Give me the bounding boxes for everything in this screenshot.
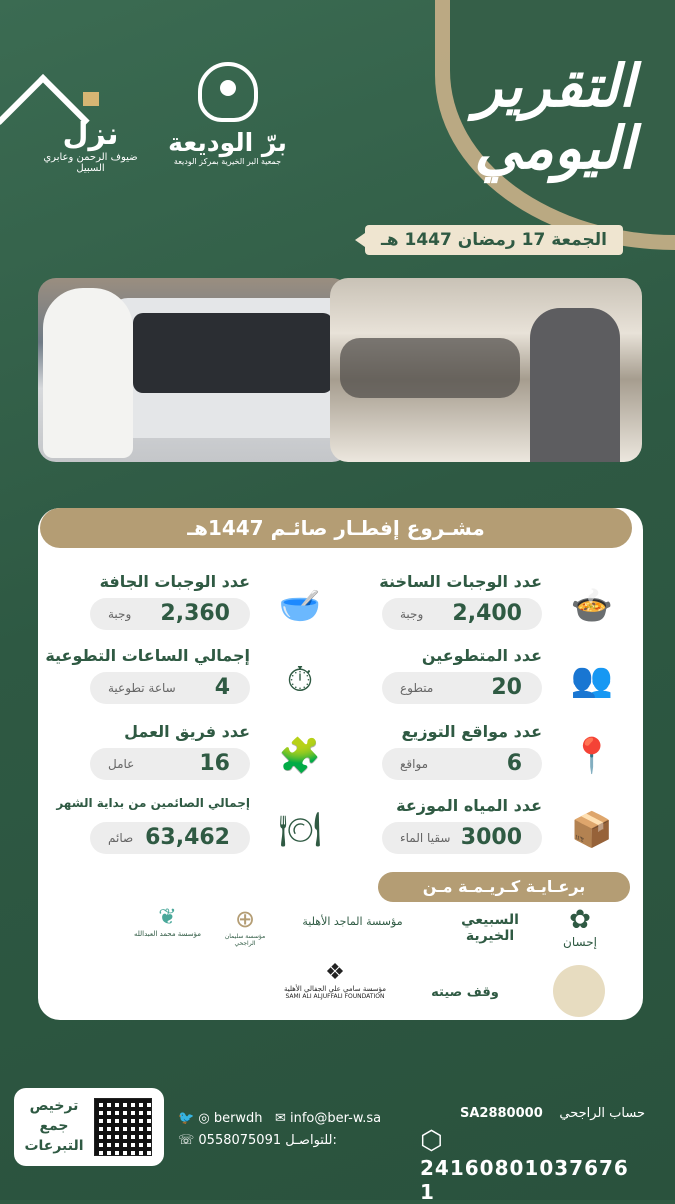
sponsor-waqf: [410, 985, 520, 1000]
contact-row-social: [178, 1108, 413, 1130]
stat-distribution-sites: [350, 722, 620, 792]
stat-value: 4: [214, 675, 230, 700]
bank-row: [420, 1106, 645, 1126]
title-line-1: التقرير: [474, 52, 635, 120]
water-box-icon: 📦: [570, 810, 614, 850]
stat-unit: وجبة: [400, 607, 424, 621]
account-row: [420, 1126, 645, 1204]
stat-total-fasting: [58, 796, 328, 866]
stat-unit: متطوع: [400, 681, 434, 695]
sponsor-seal-icon: [553, 965, 605, 1017]
volunteer-figure: [43, 288, 133, 458]
sponsor-rajhi: ⊕ مؤسسة سليمان الراجحي: [215, 905, 275, 947]
map-pin-icon: 📍: [570, 736, 614, 776]
volunteers-icon: 👥: [570, 660, 614, 700]
sponsor-juffali: ❖ مؤسسة سامي علي الجفالي الأهلية SAMI ALI ALJUFFALI FOUNDATION: [275, 960, 395, 1000]
stat-value: 3000: [460, 825, 522, 850]
stat-label: عدد الوجبات الجافة: [99, 572, 250, 591]
sponsor-majed: [290, 915, 415, 928]
stat-value-box: [90, 748, 250, 780]
twitter-icon: 🐦: [178, 1111, 195, 1126]
iban-prefix: SA2880000: [460, 1106, 543, 1121]
social-handle[interactable]: berwdh: [213, 1111, 263, 1126]
account-number: 24160801037676 1: [420, 1156, 629, 1204]
stat-value: 63,462: [145, 825, 230, 850]
stat-value-box: [382, 672, 542, 704]
stat-value-box: [90, 672, 250, 704]
stat-value-box: [90, 598, 250, 630]
alrajhi-logo-icon: ⬡: [420, 1126, 443, 1156]
instagram-icon: ◎: [198, 1111, 210, 1126]
car-window: [133, 313, 333, 393]
sponsor-ehsan: ✿ إحسان: [545, 905, 615, 949]
sponsor-name: إحسان: [563, 935, 597, 949]
nozol-name: نزل: [62, 117, 119, 152]
stat-unit: ساعة تطوعية: [108, 681, 176, 695]
donation-text: ترخيص جمع التبرعات: [24, 1098, 84, 1154]
bank-name: حساب الراجحي: [559, 1106, 645, 1121]
stat-label: عدد فريق العمل: [124, 722, 250, 741]
hours-icon: ⏱: [286, 660, 314, 700]
stat-value-box: [382, 598, 542, 630]
photo-waiting-hall: [330, 278, 642, 462]
project-title: مشـروع إفطـار صائـم 1447هـ: [40, 508, 632, 548]
wadea-name: برّ الوديعة: [168, 128, 287, 157]
stat-value: 16: [199, 751, 230, 776]
stat-label: عدد المتطوعين: [421, 646, 542, 665]
sponsor-abdullah: ❦ مؤسسة محمد العبدالله: [130, 905, 205, 938]
stat-label: عدد الوجبات الساخنة: [379, 572, 542, 591]
sponsor-subaie: [435, 912, 545, 944]
roof-icon: [35, 68, 147, 113]
stat-unit: سقيا الماء: [400, 831, 451, 845]
photo-car-distribution: [38, 278, 350, 462]
stat-unit: صائم: [108, 831, 134, 845]
dry-meal-icon: 🥣: [278, 586, 322, 626]
logo-ber-wadea: [165, 62, 290, 166]
stat-value: 6: [506, 751, 522, 776]
stat-hot-meals: [350, 572, 620, 642]
qr-code-icon[interactable]: [94, 1098, 152, 1156]
date-badge: [365, 225, 623, 255]
stat-work-team: [58, 722, 328, 792]
stat-unit: عامل: [108, 757, 135, 771]
stat-volunteers: [350, 646, 620, 716]
contact-info: [178, 1108, 413, 1152]
stat-dry-meals: [58, 572, 328, 642]
stat-label: عدد المياه الموزعة: [396, 796, 542, 815]
stat-value: 2,400: [452, 601, 522, 626]
whatsapp-icon: ☏: [178, 1133, 195, 1148]
sponsor-name: مؤسسة سامي علي الجفالي الأهلية: [283, 985, 387, 993]
stat-label: عدد مواقع التوزيع: [401, 722, 542, 741]
report-title: [365, 52, 635, 182]
sponsor-name: مؤسسة سليمان الراجحي: [224, 933, 266, 947]
sponsor-name: السبيعي الخيرية: [461, 912, 519, 944]
stat-volunteer-hours: [45, 646, 328, 716]
phone[interactable]: 0558075091: [198, 1133, 282, 1148]
stat-value-box: [382, 822, 542, 854]
stat-label: إجمالي الساعات التطوعية: [45, 646, 250, 665]
stat-value-box: [382, 748, 542, 780]
wadea-subtitle: جمعية البر الخيرية بمركز الوديعة: [173, 157, 282, 166]
stat-label: إجمالي الصائمين من بداية الشهر: [56, 796, 250, 810]
nozol-subtitle: ضيوف الرحمن وعابري السبيل: [43, 152, 138, 174]
wadea-mark-icon: [198, 62, 258, 122]
team-icon: 🧩: [278, 736, 322, 776]
phone-label: للتواصـل:: [285, 1133, 337, 1148]
sponsor-name: مؤسسة الماجد الأهلية: [302, 915, 403, 928]
email-icon: ✉: [274, 1111, 286, 1126]
house-icon: [83, 92, 99, 106]
logo-nozol: [28, 68, 153, 174]
stat-unit: وجبة: [108, 607, 132, 621]
stat-water: [350, 796, 620, 866]
volunteer-vest-figure: [530, 308, 620, 462]
date-text: الجمعة 17 رمضان 1447 هـ: [380, 230, 607, 250]
crowd-shape: [340, 338, 520, 398]
arrow-icon: [355, 233, 365, 247]
stat-value: 20: [491, 675, 522, 700]
sponsors-title: برعـايـة كـريـمـة مـن: [378, 872, 630, 902]
title-line-2: اليومي: [474, 114, 635, 182]
stat-value: 2,360: [160, 601, 230, 626]
contact-row-phone: [178, 1130, 413, 1152]
hot-meal-icon: 🍲: [570, 586, 614, 626]
bank-info: [420, 1106, 645, 1204]
fasting-people-icon: 🍽: [278, 810, 322, 850]
sponsor-name: مؤسسة محمد العبدالله: [133, 930, 202, 938]
email[interactable]: info@ber-w.sa: [289, 1111, 382, 1126]
sponsor-name: وقف صيته: [431, 985, 499, 1000]
stat-unit: مواقع: [400, 757, 429, 771]
sponsor-name-en: SAMI ALI ALJUFFALI FOUNDATION: [285, 993, 385, 1000]
stat-value-box: [90, 822, 250, 854]
donation-license[interactable]: [14, 1088, 164, 1166]
